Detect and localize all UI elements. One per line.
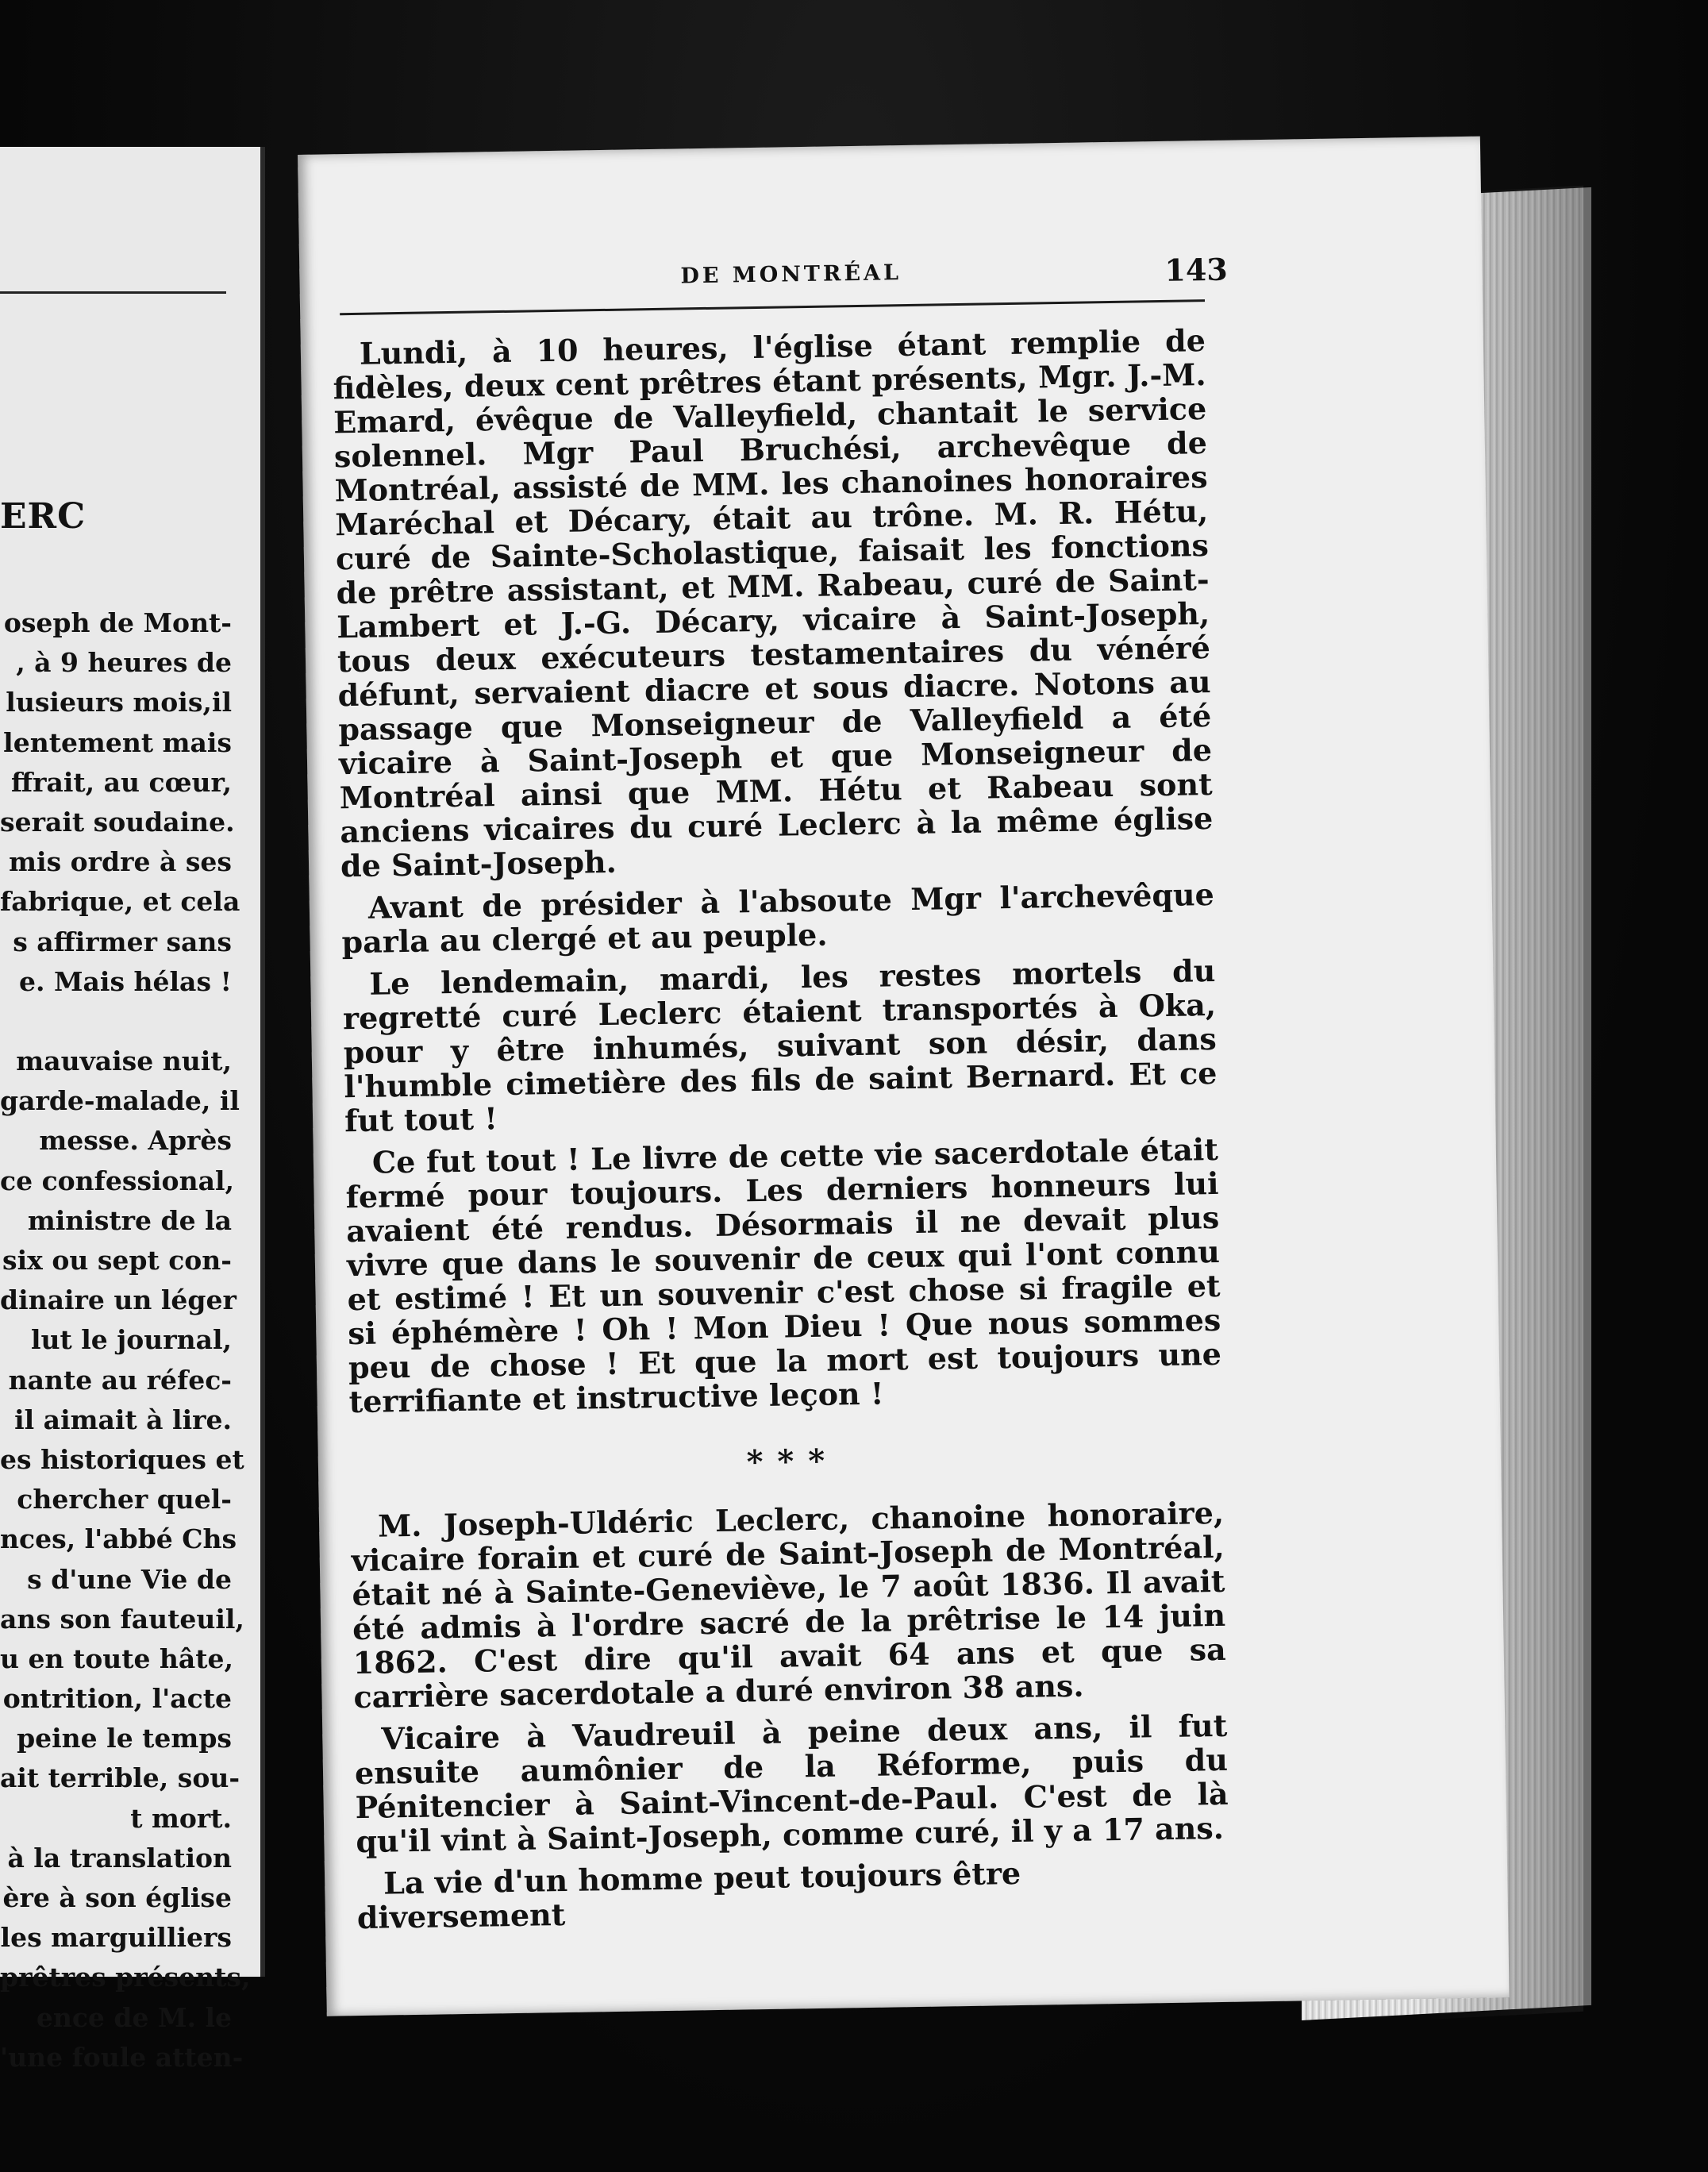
left-text-line: ffrait, au cœur, [11,766,232,798]
left-text-line: fabrique, et cela [0,886,240,918]
left-text-line: peine le temps [17,1723,232,1754]
left-text-line: ait terrible, sou- [0,1762,240,1794]
left-text-line: ce confessional, [0,1165,234,1196]
left-text-line: u en toute hâte, [0,1642,234,1674]
paragraph: Le lendemain, mardi, les restes mortels du regretté curé Leclerc étaient transportés à Oka, pour y être inhumés, suivant son désir, dans l'humble cimetière des fils de saint Bernard. Et ce fut tout ! [342,952,1218,1139]
left-page-heading: ERC [0,496,87,537]
left-text-line: ministre de la [27,1204,232,1236]
page-number: 143 [1164,251,1229,288]
left-text-line: serait soudaine. [0,806,235,838]
left-text-line: six ou sept con- [2,1245,232,1276]
paragraph: Avant de présider à l'absoute Mgr l'archevêque parla au clergé et au peuple. [341,876,1215,961]
left-text-line: s d'une Vie de [27,1563,232,1595]
left-text-line: ans son fauteuil, [0,1603,244,1635]
left-header-rule [0,291,226,294]
left-page [0,147,265,2073]
paragraph: Ce fut tout ! Le livre de cette vie sacerdotale était fermé pour toujours. Les derniers honneurs lui avaient été rendus. Désormais il ne devait plus vivre que dans le souvenir de ceux qui l'ont connu et estimé ! Et un souvenir c'est chose si fragile et si éphémère ! Oh ! Mon Dieu ! Que nous sommes peu de chose ! Et que la mort est toujours une terrifiante et instructive leçon ! [345,1130,1222,1420]
left-text-line: chercher quel- [17,1484,232,1515]
left-text-line: prêtres présents, [0,1962,251,1993]
right-page [298,137,1510,2016]
left-text-line: mauvaise nuit, [16,1046,232,1077]
left-text-line: nces, l'abbé Chs [0,1523,237,1555]
running-head: DE MONTRÉAL [680,260,902,289]
left-text-line: , à 9 heures de [16,647,232,679]
paragraph: M. Joseph-Uldéric Leclerc, chanoine honoraire, vicaire forain et curé de Saint-Joseph de Montréal, était né à Sainte-Geneviève, le 7 août 1836. Il avait été admis à l'ordre sacré de la prêtrise le 14 juin 1862. C'est dire qu'il avait 64 ans et que sa carrière sacerdotale a duré environ 38 ans. [351,1494,1227,1716]
left-text-line: lusieurs mois,il [6,687,232,718]
left-text-line: oseph de Mont- [3,607,232,638]
left-text-line: garde-malade, il [0,1085,240,1117]
left-text-line: s affirmer sans [13,926,232,957]
left-text-line: à la translation [7,1842,232,1874]
paragraph: Vicaire à Vaudreuil à peine deux ans, il fut ensuite aumônier de la Réforme, puis du Pénitencier à Saint-Vincent-de-Paul. C'est de là qu'il vint à Saint-Joseph, comme curé, il y a 17 ans. [354,1707,1229,1860]
body-text [333,323,1231,1943]
left-text-line: les marguilliers [0,1922,232,1954]
left-text-line [0,1002,232,1042]
left-page-text [0,603,251,2078]
left-text-line: lentement mais [3,726,232,758]
left-text-line: e. Mais hélas ! [19,965,232,997]
paragraph: Lundi, à 10 heures, l'église étant remplie de fidèles, deux cent prêtres étant présents, Mgr. J.-M. Emard, évêque de Valleyfield, chantait le service solennel. Mgr Paul Bruchési, archevêque de Montréal, assisté de MM. les chanoines honoraires Maréchal et Décary, était au trône. M. R. Hétu, curé de Sainte-Scholastique, faisait les fonctions de prêtre assistant, et MM. Rabeau, curé de Saint-Lambert et J.-G. Décary, vicaire à Saint-Joseph, tous deux exécuteurs testamentaires du vénéré défunt, servaient diacre et sous diacre. Notons au passage que Monseigneur de Valleyfield a été vicaire à Saint-Joseph et que Monseigneur de Montréal ainsi que MM. Hétu et Rabeau sont anciens vicaires du curé Leclerc à la même église de Saint-Joseph. [333,322,1214,884]
paragraph-last: La vie d'un homme peut toujours être diversement [356,1854,1021,1936]
left-text-line: ence de M. le [36,2001,232,2033]
left-text-line: il aimait à lire. [14,1404,232,1435]
left-text-line: 'une foule atten- [0,2041,244,2073]
left-text-line: mis ordre à ses [9,846,232,878]
left-text-line: messe. Après [39,1125,232,1157]
left-text-line: ère à son église [2,1882,232,1913]
left-text-line: es historiques et [0,1443,244,1475]
left-text-line: lut le journal, [30,1324,232,1356]
left-text-line: t mort. [130,1802,232,1834]
left-text-line: ontrition, l'acte [2,1683,232,1715]
left-text-line: dinaire un léger [0,1284,237,1316]
section-separator: * * * [746,1442,827,1481]
left-text-line: nante au réfec- [8,1364,232,1396]
header-rule [340,299,1205,315]
